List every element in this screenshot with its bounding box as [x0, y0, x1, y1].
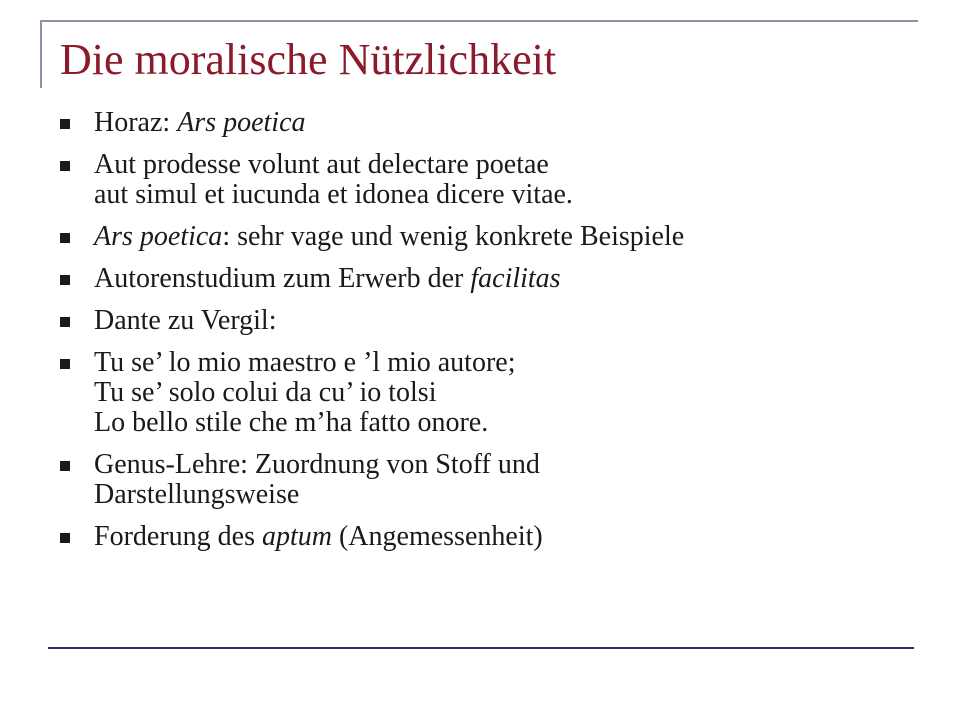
text-segment: : sehr vage und wenig konkrete Beispiele: [222, 221, 685, 252]
bullet-item: [60, 348, 910, 438]
text-segment: Tu se’ solo colui da cu’ io tolsi: [94, 377, 437, 408]
text-segment: aut simul et iucunda et idonea dicere vitae.: [94, 179, 573, 210]
slide-title: Die moralische Nützlichkeit: [60, 35, 557, 84]
bullet-square-icon: [60, 161, 70, 171]
text-segment: Tu se’ lo mio maestro e ’l mio autore;: [94, 347, 516, 378]
bullet-line: [94, 408, 910, 438]
bullet-square-icon: [60, 461, 70, 471]
text-segment: Aut prodesse volunt aut delectare poetae: [94, 149, 549, 180]
italic-text: Ars poetica: [94, 221, 223, 252]
bullet-item: [60, 450, 910, 510]
bullet-line: [94, 306, 910, 336]
text-segment: Autorenstudium zum Erwerb der: [94, 263, 471, 294]
bullet-line: [94, 108, 910, 138]
bullet-square-icon: [60, 233, 70, 243]
bullet-item: [60, 306, 910, 336]
bullet-item: [60, 522, 910, 552]
frame-left-rule: [40, 20, 42, 88]
frame-top-rule: [40, 20, 918, 22]
text-segment: Horaz:: [94, 107, 178, 138]
bullet-item: [60, 222, 910, 252]
frame-bottom-rule: [48, 647, 914, 649]
bullet-square-icon: [60, 275, 70, 285]
bullet-item: [60, 108, 910, 138]
bullet-square-icon: [60, 533, 70, 543]
text-segment: Darstellungsweise: [94, 479, 300, 510]
bullet-square-icon: [60, 359, 70, 369]
bullet-line: [94, 450, 910, 480]
bullet-list: [60, 108, 910, 564]
text-segment: Lo bello stile che m’ha fatto onore.: [94, 407, 489, 438]
bullet-line: [94, 180, 910, 210]
bullet-line: [94, 150, 910, 180]
bullet-line: [94, 480, 910, 510]
bullet-line: [94, 222, 910, 252]
text-segment: Dante zu Vergil:: [94, 305, 277, 336]
bullet-line: [94, 378, 910, 408]
bullet-line: [94, 264, 910, 294]
bullet-item: [60, 150, 910, 210]
text-segment: (Angemessenheit): [331, 521, 543, 552]
bullet-square-icon: [60, 119, 70, 129]
italic-text: Ars poetica: [177, 107, 306, 138]
italic-text: aptum: [261, 521, 332, 552]
bullet-item: [60, 264, 910, 294]
text-segment: Genus-Lehre: Zuordnung von Stoff und: [94, 449, 540, 480]
bullet-square-icon: [60, 317, 70, 327]
text-segment: Forderung des: [94, 521, 262, 552]
bullet-line: [94, 522, 910, 552]
bullet-line: [94, 348, 910, 378]
italic-text: facilitas: [470, 263, 561, 294]
